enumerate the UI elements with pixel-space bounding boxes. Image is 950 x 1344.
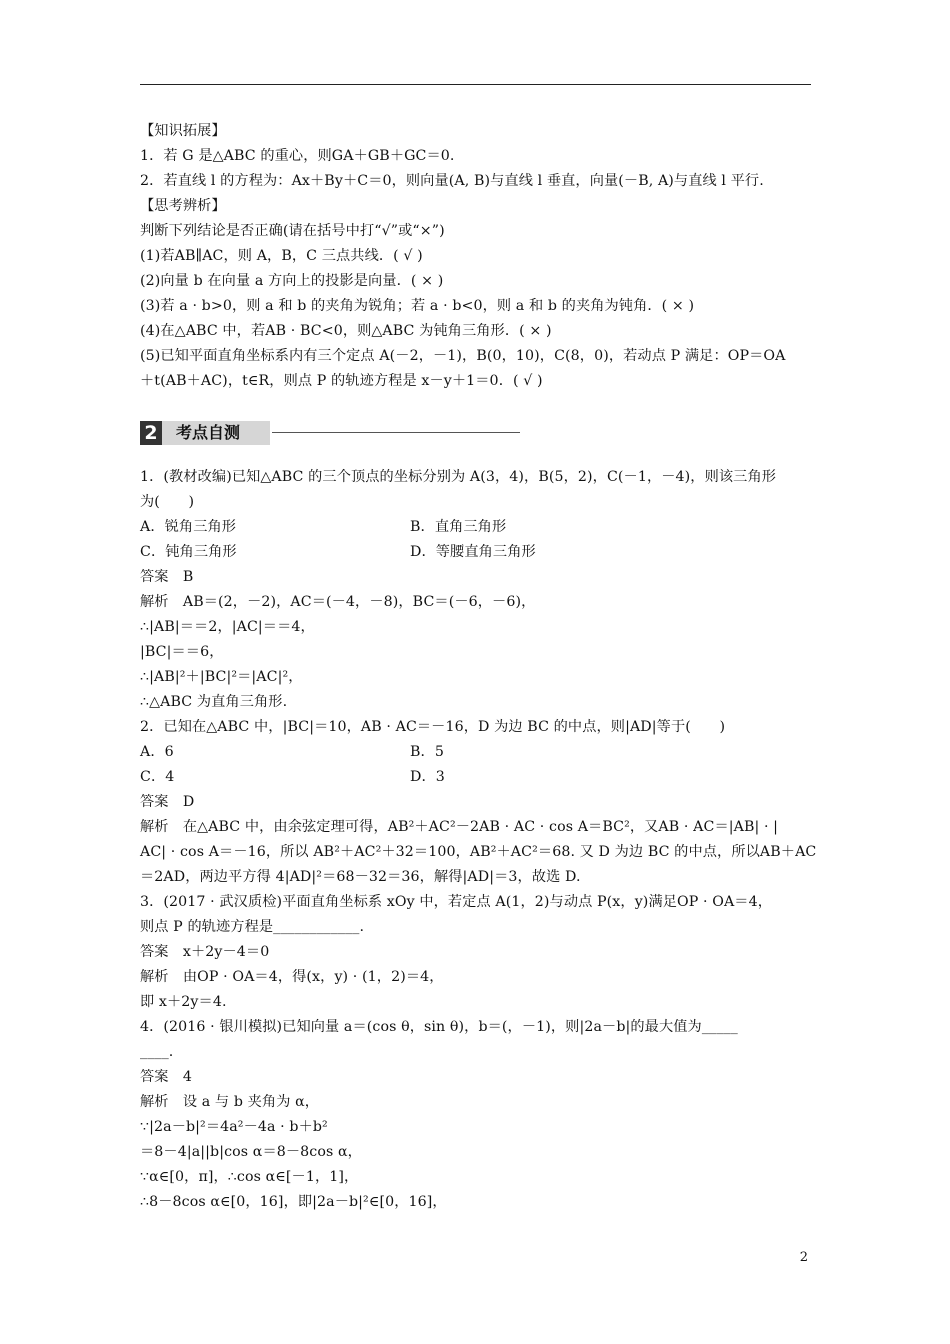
text-line: ∴|AB|²＋|BC|²＝|AC|²，	[140, 669, 303, 685]
text-line: ∴8－8cos α∈[0，16]，即|2a－b|²∈[0，16]，	[140, 1194, 447, 1210]
judgement-item: (3)若 a · b>0，则 a 和 b 的夹角为锐角；若 a · b<0，则 a 和 b 的夹角为钝角．( × )	[140, 298, 695, 314]
text-line: ∵|2a－b|²＝4a²－4a · b＋b²	[140, 1119, 328, 1135]
judgement-item: (1)若AB∥AC，则 A，B，C 三点共线．( √ )	[140, 248, 423, 264]
answer: 答案 D	[140, 794, 195, 810]
heading-thinking: 【思考辨析】	[140, 198, 226, 214]
section-number: 2	[140, 421, 162, 445]
text-line: 即 x＋2y＝4.	[140, 994, 227, 1010]
text-line: 则点 P 的轨迹方程是____________.	[140, 919, 365, 935]
text-line: AC| · cos A＝－16，所以 AB²＋AC²＋32＝100，AB²＋AC²＝68. 又 D 为边 BC 的中点，所以AB＋AC	[140, 844, 817, 860]
answer: 答案 4	[140, 1069, 192, 1085]
judgement-item: ＋t(AB＋AC)，t∈R，则点 P 的轨迹方程是 x－y＋1＝0．( √ )	[140, 373, 543, 389]
text-line: ＝8－4|a||b|cos α＝8－8cos α，	[140, 1144, 362, 1160]
answer: 答案 x＋2y－4＝0	[140, 944, 270, 960]
text-line: ∴|AB|＝＝2，|AC|＝＝4，	[140, 619, 315, 635]
text-line: ∴△ABC 为直角三角形.	[140, 694, 288, 710]
text-line: 1．若 G 是△ABC 的重心，则GA＋GB＋GC＝0.	[140, 148, 455, 164]
text-line: ＝2AD，两边平方得 4|AD|²＝68－32＝36，解得|AD|＝3，故选 D.	[140, 869, 581, 885]
option-d: D．3	[410, 769, 445, 785]
judgement-item: (2)向量 b 在向量 a 方向上的投影是向量．( × )	[140, 273, 444, 289]
question-3: 3．(2017 · 武汉质检)平面直角坐标系 xOy 中，若定点 A(1，2)与动点 P(x，y)满足OP · OA＝4，	[140, 894, 773, 910]
text-line: 为( )	[140, 494, 195, 510]
question-2: 2．已知在△ABC 中，|BC|＝10，AB · AC＝－16，D 为边 BC 的中点，则|AD|等于( )	[140, 719, 726, 735]
text-line: ____.	[140, 1044, 174, 1060]
answer: 答案 B	[140, 569, 194, 585]
text-line: 2．若直线 l 的方程为：Ax＋By＋C＝0，则向量(A, B)与直线 l 垂直，向量(－B, A)与直线 l 平行.	[140, 173, 764, 189]
text-line: ∵α∈[0，π]，∴cos α∈[－1，1]，	[140, 1169, 359, 1185]
text-line: 判断下列结论是否正确(请在括号中打“√”或“×”)	[140, 223, 445, 239]
text-line: |BC|＝＝6，	[140, 644, 224, 660]
option-a: A．6	[140, 744, 174, 760]
heading-knowledge-extension: 【知识拓展】	[140, 123, 226, 139]
solution: 解析 AB＝(2，－2)，AC＝(－4，－8)，BC＝(－6，－6)，	[140, 594, 536, 610]
option-c: C．钝角三角形	[140, 544, 237, 560]
option-c: C．4	[140, 769, 175, 785]
solution: 解析 在△ABC 中，由余弦定理可得，AB²＋AC²－2AB · AC · cos A＝BC²，又AB · AC＝|AB| · |	[140, 819, 779, 835]
question-1: 1．(教材改编)已知△ABC 的三个顶点的坐标分别为 A(3，4)，B(5，2)，C(－1，－4)，则该三角形	[140, 469, 777, 485]
judgement-item: (4)在△ABC 中，若AB · BC<0，则△ABC 为钝角三角形．( × )	[140, 323, 552, 339]
section-title: 考点自测	[176, 423, 241, 442]
section-divider	[272, 432, 520, 433]
solution: 解析 设 a 与 b 夹角为 α，	[140, 1094, 320, 1110]
judgement-item: (5)已知平面直角坐标系内有三个定点 A(－2，－1)，B(0，10)，C(8，0)，若动点 P 满足：OP＝OA	[140, 348, 786, 364]
section-header	[140, 421, 520, 445]
option-b: B．直角三角形	[410, 519, 507, 535]
page-number: 2	[799, 1250, 808, 1265]
option-d: D．等腰直角三角形	[410, 544, 536, 560]
header-rule	[140, 84, 811, 85]
solution: 解析 由OP · OA＝4，得(x，y) · (1，2)＝4，	[140, 969, 444, 985]
question-4: 4．(2016 · 银川模拟)已知向量 a＝(cos θ，sin θ)，b＝(，－1)，则|2a－b|的最大值为_____	[140, 1019, 738, 1035]
option-a: A．锐角三角形	[140, 519, 237, 535]
option-b: B．5	[410, 744, 444, 760]
